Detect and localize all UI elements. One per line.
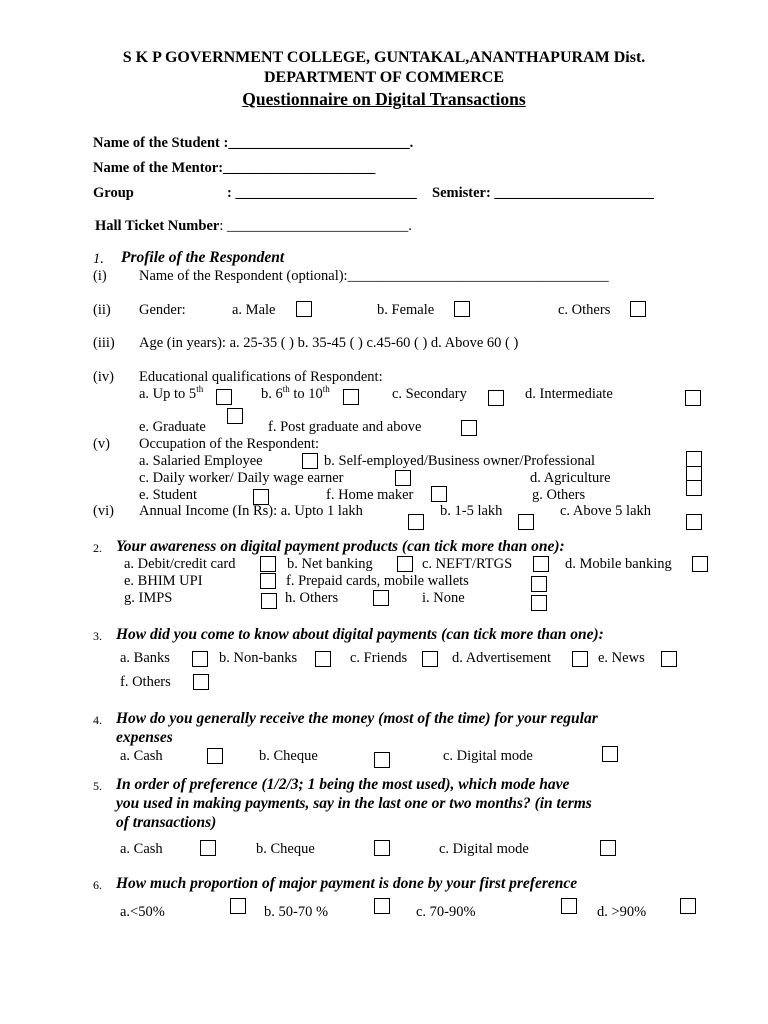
- section-2-number: 2.: [93, 541, 102, 555]
- preference-a-checkbox[interactable]: [200, 840, 216, 856]
- source-c-label: c. Friends: [350, 650, 408, 666]
- occupation-f-checkbox[interactable]: [431, 486, 447, 502]
- awareness-g-checkbox[interactable]: [261, 593, 277, 609]
- source-f-label: f. Others: [120, 674, 171, 690]
- q-i-number: (i): [93, 268, 107, 284]
- q-iii-number: (iii): [93, 335, 115, 351]
- occupation-b-label: b. Self-employed/Business owner/Professional: [324, 453, 596, 469]
- source-e-label: e. News: [598, 650, 645, 666]
- source-e-checkbox[interactable]: [661, 651, 677, 667]
- section-5-number: 5.: [93, 779, 102, 793]
- awareness-e-checkbox[interactable]: [260, 573, 276, 589]
- section-3-title: How did you come to know about digital payments (can tick more than one):: [116, 626, 604, 643]
- preference-c-checkbox[interactable]: [600, 840, 616, 856]
- income-b-label: b. 1-5 lakh: [440, 503, 503, 519]
- section-6-number: 6.: [93, 878, 102, 892]
- education-e-checkbox[interactable]: [227, 408, 243, 424]
- q-v-number: (v): [93, 436, 110, 452]
- awareness-i-label: i. None: [422, 590, 465, 606]
- education-f-label: f. Post graduate and above: [268, 419, 422, 435]
- preference-c-label: c. Digital mode: [439, 841, 529, 857]
- hall-ticket-value: : _________________________.: [219, 218, 412, 234]
- occupation-g-checkbox[interactable]: [686, 480, 702, 496]
- source-d-checkbox[interactable]: [572, 651, 588, 667]
- mentor-name-field: Name of the Mentor:_____________________: [93, 160, 376, 176]
- section-2-title: Your awareness on digital payment products (can tick more than one):: [116, 538, 565, 555]
- awareness-f-checkbox[interactable]: [531, 576, 547, 592]
- education-question: Educational qualifications of Respondent:: [139, 369, 383, 385]
- source-a-checkbox[interactable]: [192, 651, 208, 667]
- awareness-e-label: e. BHIM UPI: [124, 573, 203, 589]
- occupation-c-label: c. Daily worker/ Daily wage earner: [139, 470, 344, 486]
- group-field: : _________________________: [227, 185, 417, 201]
- preference-b-label: b. Cheque: [256, 841, 315, 857]
- income-c-label: c. Above 5 lakh: [560, 503, 652, 519]
- education-b-label: [261, 386, 330, 403]
- source-b-label: b. Non-banks: [219, 650, 298, 666]
- receive-a-checkbox[interactable]: [207, 748, 223, 764]
- proportion-b-checkbox[interactable]: [374, 898, 390, 914]
- preference-a-label: a. Cash: [120, 841, 163, 857]
- awareness-b-label: b. Net banking: [287, 556, 373, 572]
- proportion-c-label: c. 70-90%: [416, 904, 476, 920]
- source-a-label: a. Banks: [120, 650, 170, 666]
- awareness-g-label: g. IMPS: [124, 590, 173, 606]
- proportion-c-checkbox[interactable]: [561, 898, 577, 914]
- group-label: Group: [93, 185, 134, 201]
- awareness-c-label: c. NEFT/RTGS: [422, 556, 513, 572]
- occupation-f-label: f. Home maker: [326, 487, 414, 503]
- receive-c-checkbox[interactable]: [602, 746, 618, 762]
- college-name: S K P GOVERNMENT COLLEGE, GUNTAKAL,ANANTHAPURAM Dist.: [122, 49, 646, 66]
- income-b-checkbox[interactable]: [518, 514, 534, 530]
- section-1-number: 1.: [93, 251, 104, 267]
- occupation-d-label: d. Agriculture: [530, 470, 611, 486]
- document-title: Questionnaire on Digital Transactions: [242, 89, 526, 109]
- gender-others-label: c. Others: [558, 302, 611, 318]
- education-a-checkbox[interactable]: [216, 389, 232, 405]
- receive-b-label: b. Cheque: [259, 748, 318, 764]
- awareness-a-checkbox[interactable]: [260, 556, 276, 572]
- awareness-b-checkbox[interactable]: [397, 556, 413, 572]
- income-c-checkbox[interactable]: [686, 514, 702, 530]
- income-question: Annual Income (In Rs): a. Upto 1 lakh: [139, 503, 363, 519]
- section-5-title-line3: of transactions): [116, 814, 217, 831]
- gender-others-checkbox[interactable]: [630, 301, 646, 317]
- section-3-number: 3.: [93, 629, 102, 643]
- receive-b-checkbox[interactable]: [374, 752, 390, 768]
- occupation-a-label: a. Salaried Employee: [139, 453, 263, 469]
- awareness-a-label: a. Debit/credit card: [124, 556, 236, 572]
- education-b-text: b. 6: [261, 386, 283, 402]
- gender-label: Gender:: [139, 302, 186, 318]
- education-b-sup: th: [282, 384, 290, 394]
- section-1-title: Profile of the Respondent: [121, 249, 285, 266]
- section-5-title-line2: you used in making payments, say in the last one or two months? (in terms: [116, 795, 592, 812]
- source-c-checkbox[interactable]: [422, 651, 438, 667]
- education-a-text: a. Up to 5: [139, 386, 197, 402]
- awareness-i-checkbox[interactable]: [531, 595, 547, 611]
- hall-ticket-row: [95, 218, 412, 235]
- q-vi-number: (vi): [93, 503, 114, 519]
- income-a-checkbox[interactable]: [408, 514, 424, 530]
- awareness-h-label: h. Others: [285, 590, 339, 606]
- age-question: Age (in years): a. 25-35 ( ) b. 35-45 ( ) c.45-60 ( ) d. Above 60 ( ): [139, 335, 519, 351]
- semister-field: Semister: ______________________: [432, 185, 654, 201]
- education-b-checkbox[interactable]: [343, 389, 359, 405]
- awareness-d-label: d. Mobile banking: [565, 556, 672, 572]
- gender-male-label: a. Male: [232, 302, 276, 318]
- gender-female-label: b. Female: [377, 302, 435, 318]
- awareness-d-checkbox[interactable]: [692, 556, 708, 572]
- section-4-title-line2: expenses: [116, 729, 173, 746]
- proportion-b-label: b. 50-70 %: [264, 904, 329, 920]
- education-c-label: c. Secondary: [392, 386, 467, 402]
- student-name-field: Name of the Student :_________________________.: [93, 135, 414, 151]
- proportion-a-label: a.<50%: [120, 904, 165, 920]
- education-a-sup: th: [196, 384, 204, 394]
- education-c-checkbox[interactable]: [488, 390, 504, 406]
- section-4-title-line1: How do you generally receive the money (most of the time) for your regular: [116, 710, 598, 727]
- receive-c-label: c. Digital mode: [443, 748, 533, 764]
- q-ii-number: (ii): [93, 302, 111, 318]
- education-f-checkbox[interactable]: [461, 420, 477, 436]
- occupation-question: Occupation of the Respondent:: [139, 436, 319, 452]
- gender-female-checkbox[interactable]: [454, 301, 470, 317]
- section-4-number: 4.: [93, 713, 102, 727]
- awareness-f-label: f. Prepaid cards, mobile wallets: [286, 573, 469, 589]
- source-b-checkbox[interactable]: [315, 651, 331, 667]
- education-d-label: d. Intermediate: [525, 386, 613, 402]
- occupation-c-checkbox[interactable]: [395, 470, 411, 486]
- education-b-sup2: th: [322, 384, 330, 394]
- occupation-e-label: e. Student: [139, 487, 197, 503]
- source-f-checkbox[interactable]: [193, 674, 209, 690]
- occupation-b-checkbox[interactable]: [686, 451, 702, 467]
- awareness-c-checkbox[interactable]: [533, 556, 549, 572]
- awareness-h-checkbox[interactable]: [373, 590, 389, 606]
- section-5-title-line1: In order of preference (1/2/3; 1 being the most used), which mode have: [116, 776, 570, 793]
- gender-male-checkbox[interactable]: [296, 301, 312, 317]
- department-name: DEPARTMENT OF COMMERCE: [263, 69, 505, 86]
- hall-ticket-label: Hall Ticket Number: [95, 218, 220, 234]
- section-6-title: How much proportion of major payment is done by your first preference: [116, 875, 578, 892]
- q-i-text: Name of the Respondent (optional):____________________________________: [139, 268, 609, 284]
- proportion-d-checkbox[interactable]: [680, 898, 696, 914]
- preference-b-checkbox[interactable]: [374, 840, 390, 856]
- education-e-label: e. Graduate: [139, 419, 206, 435]
- education-a-label: [139, 386, 203, 403]
- source-d-label: d. Advertisement: [452, 650, 552, 666]
- education-d-checkbox[interactable]: [685, 390, 701, 406]
- receive-a-label: a. Cash: [120, 748, 163, 764]
- proportion-d-label: d. >90%: [597, 904, 647, 920]
- occupation-g-label: g. Others: [532, 487, 586, 503]
- occupation-a-checkbox[interactable]: [302, 453, 318, 469]
- education-b-text2: to 10: [289, 386, 323, 402]
- q-iv-number: (iv): [93, 369, 114, 385]
- proportion-a-checkbox[interactable]: [230, 898, 246, 914]
